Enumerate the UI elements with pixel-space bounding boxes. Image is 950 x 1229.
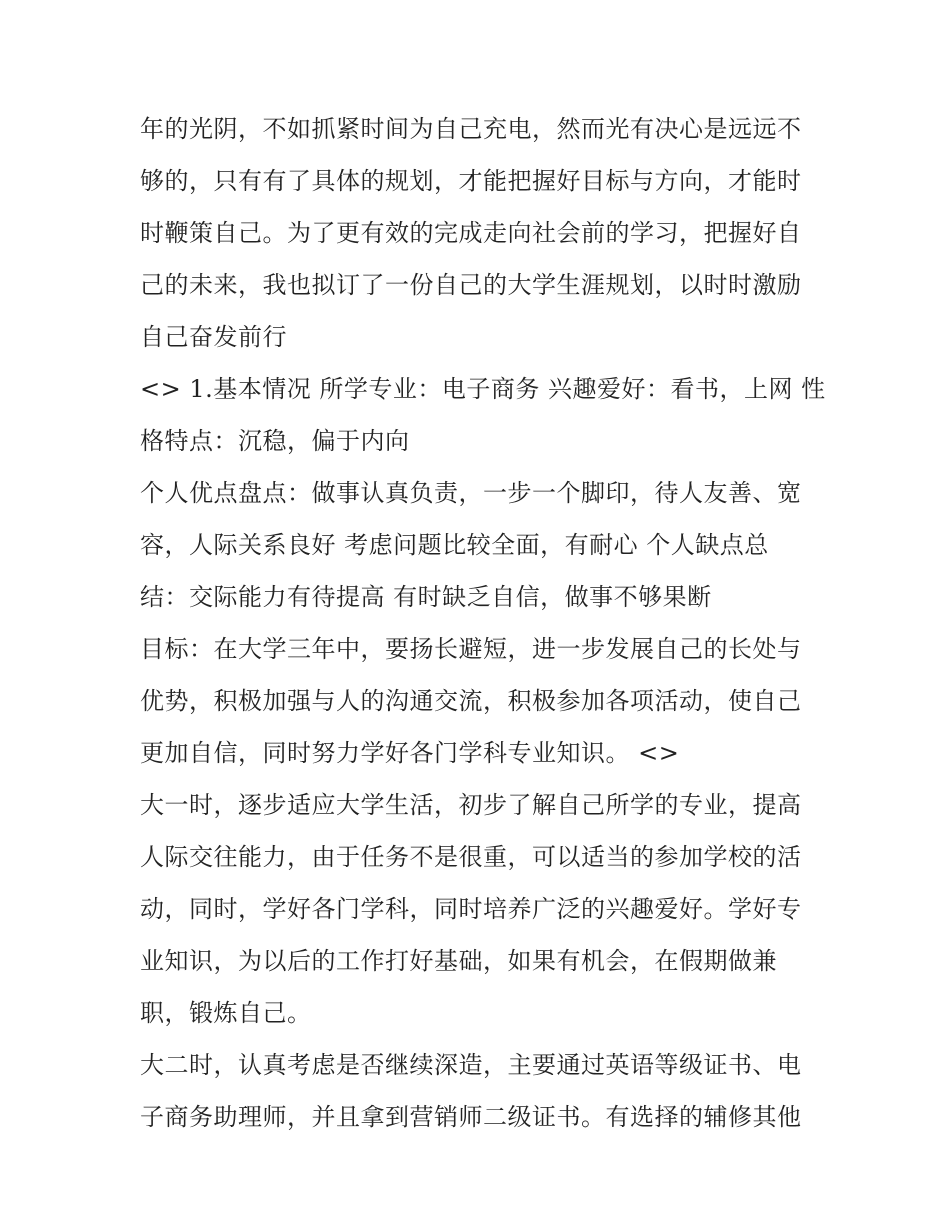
text-line: 业知识，为以后的工作打好基础，如果有机会，在假期做兼 [140, 947, 777, 975]
text-line: 目标：在大学三年中，要扬长避短，进一步发展自己的长处与 [140, 635, 802, 663]
text-line: 结：交际能力有待提高 有时缺乏自信，做事不够果断 [140, 583, 712, 611]
text-line: 年的光阴，不如抓紧时间为自己充电，然而光有决心是远远不 [140, 115, 802, 143]
text-line: 个人优点盘点：做事认真负责，一步一个脚印，待人友善、宽 [140, 479, 802, 507]
text-line: 子商务助理师，并且拿到营销师二级证书。有选择的辅修其他 [140, 1103, 802, 1131]
text-line: 人际交往能力，由于任务不是很重，可以适当的参加学校的活 [140, 843, 802, 871]
text-line: 容，人际关系良好 考虑问题比较全面，有耐心 个人缺点总 [140, 531, 769, 559]
text-line: 大一时，逐步适应大学生活，初步了解自己所学的专业，提高 [140, 791, 802, 819]
text-line: 更加自信，同时努力学好各门学科专业知识。 <> [140, 739, 680, 767]
text-line: 动，同时，学好各门学科，同时培养广泛的兴趣爱好。学好专 [140, 895, 802, 923]
text-line: 格特点：沉稳，偏于内向 [140, 427, 410, 455]
text-line: 己的未来，我也拟订了一份自己的大学生涯规划，以时时激励 [140, 271, 802, 299]
document-body [140, 103, 826, 1143]
text-line: 自己奋发前行 [140, 323, 287, 351]
text-line: 职，锻炼自己。 [140, 999, 312, 1027]
text-line: <> 1.基本情况 所学专业：电子商务 兴趣爱好：看书，上网 性 [140, 375, 826, 403]
text-line: 时鞭策自己。为了更有效的完成走向社会前的学习，把握好自 [140, 219, 802, 247]
text-line: 优势，积极加强与人的沟通交流，积极参加各项活动，使自己 [140, 687, 802, 715]
text-line: 大二时，认真考虑是否继续深造，主要通过英语等级证书、电 [140, 1051, 802, 1079]
text-line: 够的，只有有了具体的规划，才能把握好目标与方向，才能时 [140, 167, 802, 195]
